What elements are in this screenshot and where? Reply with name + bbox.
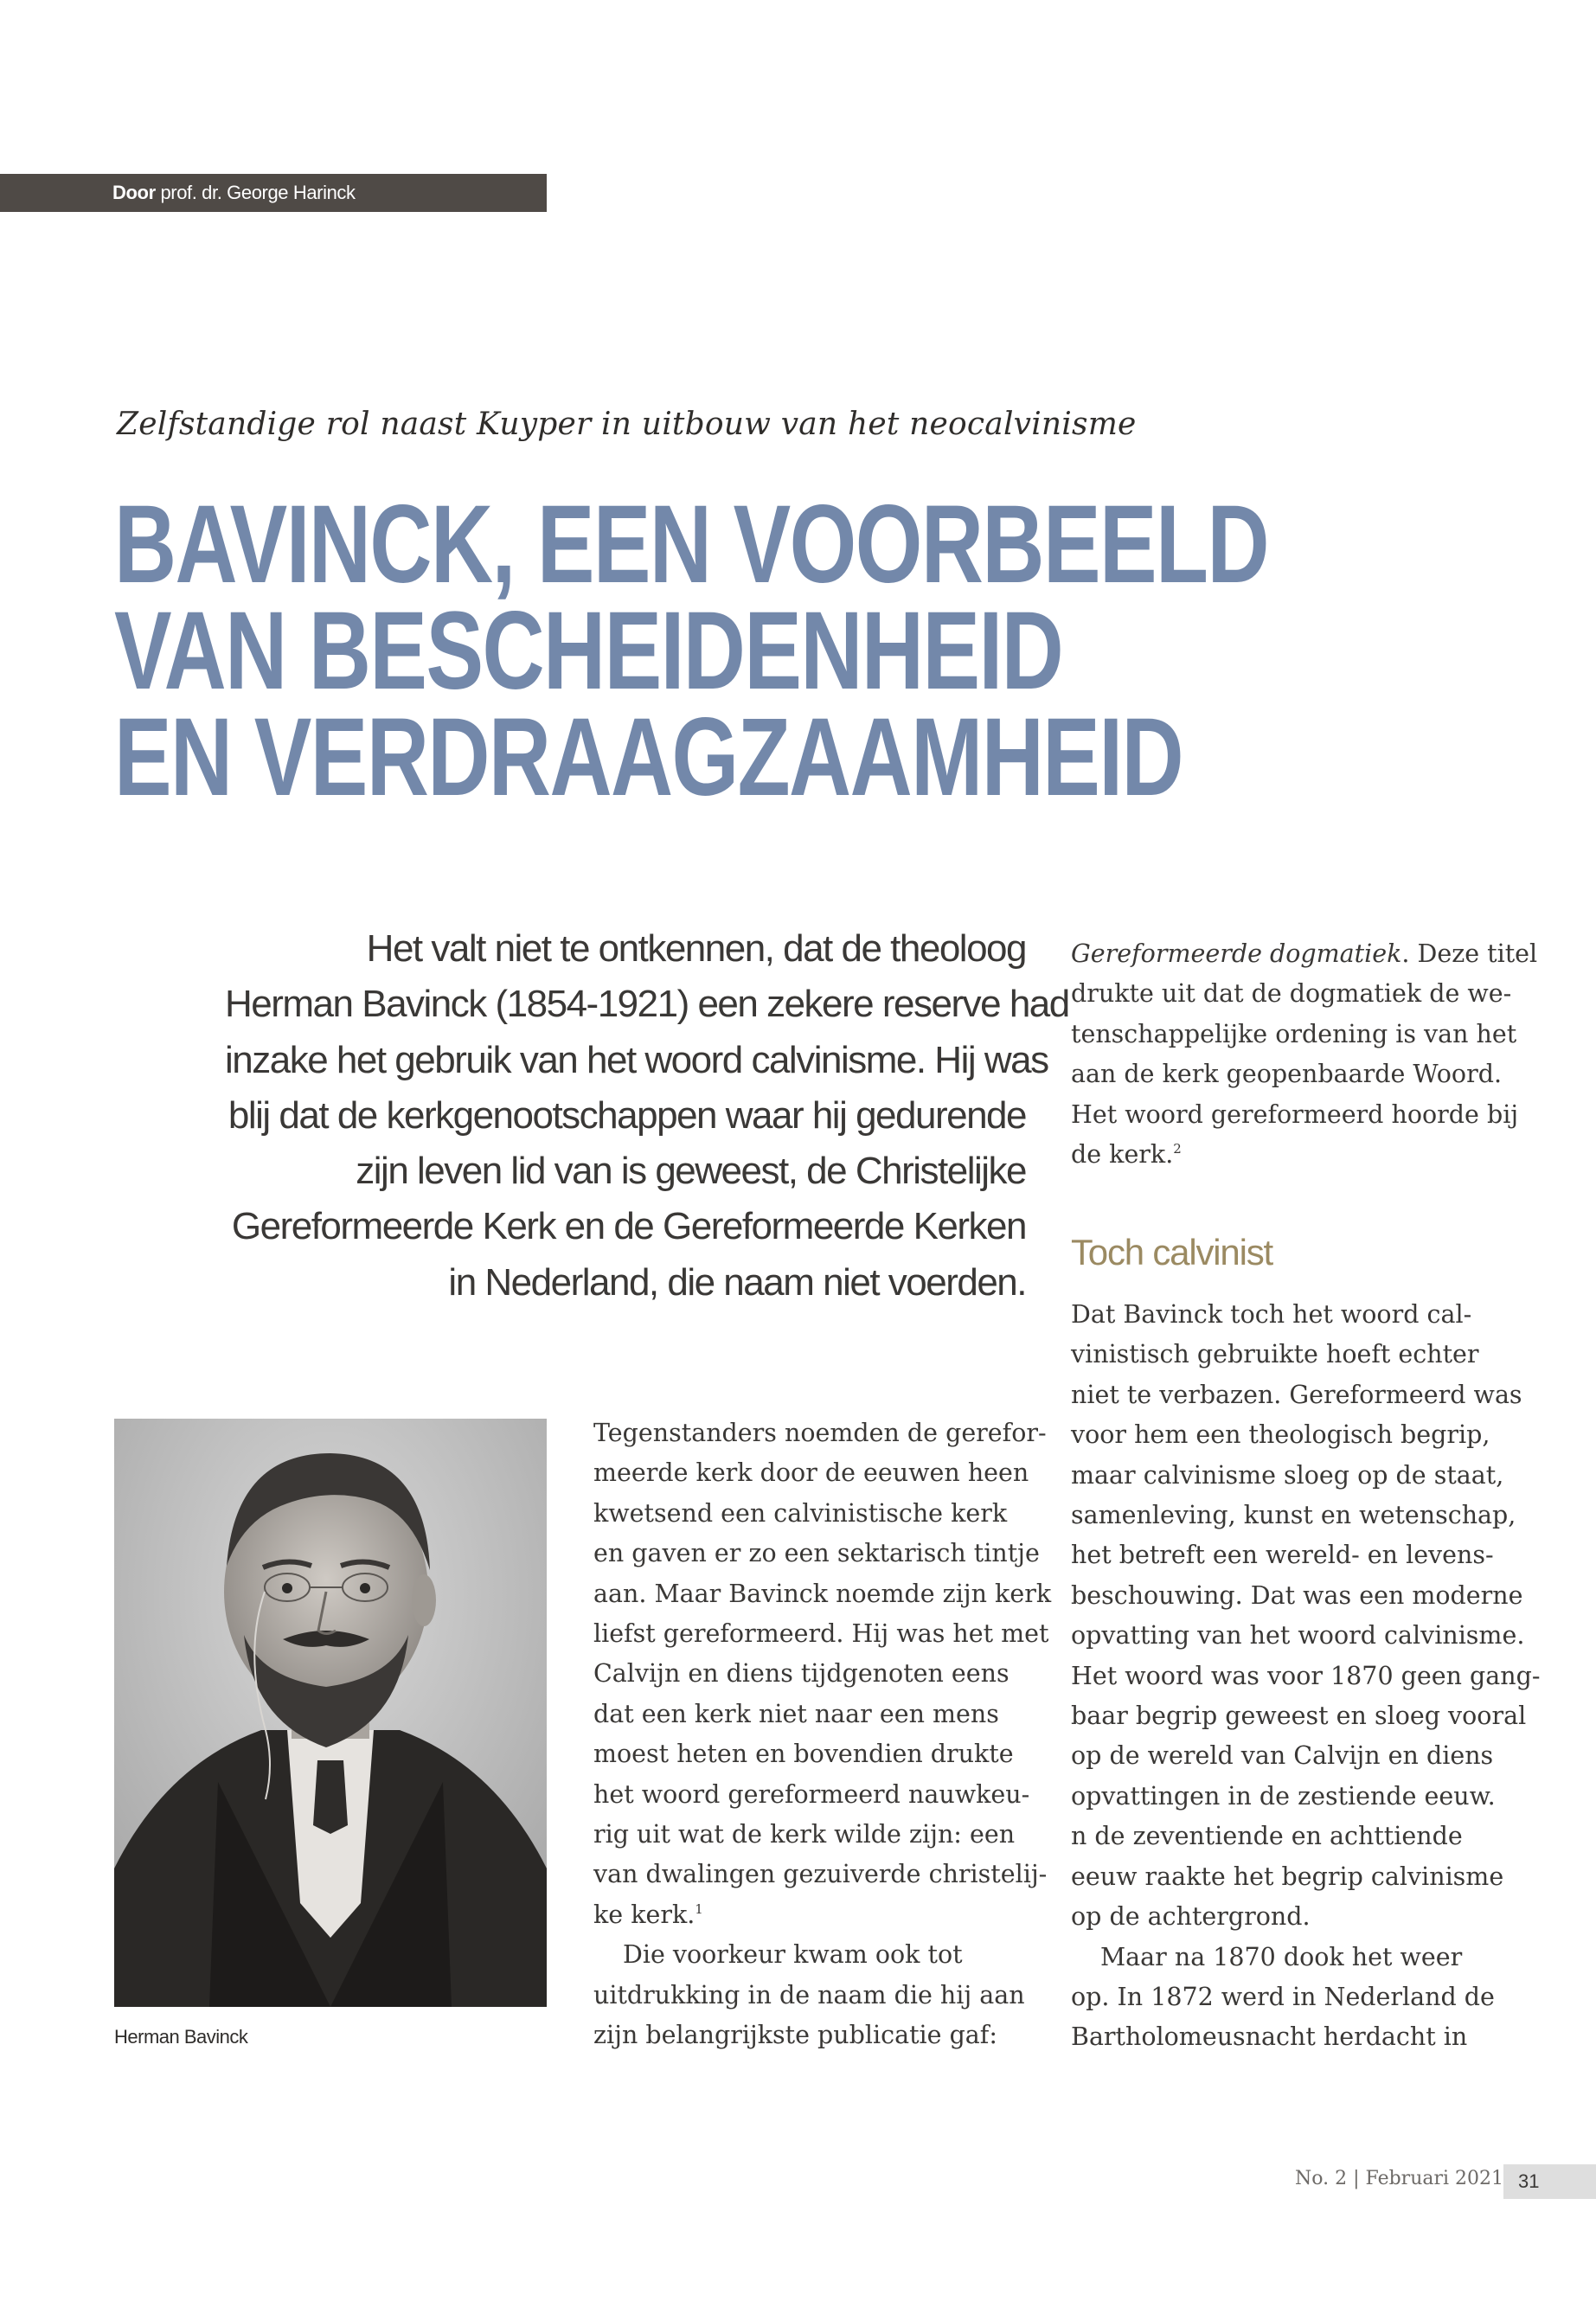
text-line: van dwalingen gezuiverde christelij-	[593, 1860, 1048, 1889]
headline-line-3: EN VERDRAAGZAAMHEID	[114, 695, 1183, 819]
headline-line-1: BAVINCK, EEN VOORBEELD	[114, 483, 1268, 606]
text-line: vinistisch gebruikte hoeft echter	[1071, 1340, 1479, 1369]
lead-line: blij dat de kerkgenootschappen waar hij gedurende	[228, 1093, 1026, 1137]
page-footer	[1295, 2168, 1503, 2189]
text-line: het woord gereformeerd nauwkeu-	[593, 1779, 1030, 1809]
author-byline	[0, 174, 547, 212]
text-line: op. In 1872 werd in Nederland de	[1071, 1982, 1495, 2011]
byline-prefix: Door	[112, 182, 156, 203]
text-line: uitdrukking in de naam die hij aan	[593, 1980, 1025, 2009]
lead-line: in Nederland, die naam niet voerden.	[448, 1260, 1026, 1304]
footnote-marker-2: 2	[1173, 1141, 1182, 1157]
text-fragment: . Deze titel	[1401, 939, 1538, 968]
text-line: Die voorkeur kwam ook tot	[623, 1940, 963, 1970]
text-line-with-footnote	[1071, 1135, 1521, 1175]
footnote-marker-1: 1	[695, 1900, 703, 1917]
lead-line: Gereformeerde Kerk en de Gereformeerde Kerken	[231, 1205, 1026, 1248]
text-line: drukte uit dat de dogmatiek de we-	[1071, 979, 1512, 1009]
text-line: liefst gereformeerd. Hij was het met	[593, 1619, 1049, 1649]
issue-number: No. 2	[1295, 2168, 1348, 2189]
body-column-middle	[593, 1413, 1052, 2056]
lead-paragraph	[225, 921, 1069, 1311]
text-line: moest heten en bovendien drukte	[593, 1740, 1014, 1769]
portrait-photo	[114, 1419, 547, 2007]
text-line: zijn belangrijkste publicatie gaf:	[593, 2021, 997, 2050]
text-line: tenschappelijke ordening is van het	[1071, 1019, 1517, 1048]
body-column-right-top	[1071, 934, 1538, 1175]
article-subtitle: Zelfstandige rol naast Kuyper in uitbouw van het neocalvinisme	[117, 407, 1137, 442]
text-line: eeuw raakte het begrip calvinisme	[1071, 1862, 1504, 1891]
photo-caption: Herman Bavinck	[114, 2026, 248, 2048]
text-line: voor hem een theologisch begrip,	[1071, 1420, 1490, 1450]
issue-date: Februari 2021	[1365, 2168, 1504, 2189]
lead-line: inzake het gebruik van het woord calvinisme. Hij was	[225, 1038, 1048, 1081]
text-line: op de wereld van Calvijn en diens	[1071, 1741, 1494, 1771]
section-heading: Toch calvinist	[1071, 1232, 1272, 1272]
footer-separator: |	[1353, 2168, 1360, 2189]
text-line: Maar na 1870 dook het weer	[1100, 1942, 1463, 1971]
text-line: opvattingen in de zestiende eeuw.	[1071, 1781, 1496, 1811]
text-line: aan. Maar Bavinck noemde zijn kerk	[593, 1579, 1052, 1608]
text-line: baar begrip geweest en sloeg vooral	[1071, 1702, 1527, 1731]
publication-title: Gereformeerde dogmatiek	[1071, 939, 1402, 968]
text-line: niet te verbazen. Gereformeerd was	[1071, 1380, 1522, 1409]
lead-line: Herman Bavinck (1854-1921) een zekere reserve had	[225, 983, 1069, 1026]
body-column-right	[1071, 1295, 1541, 2058]
text-line: het betreft een wereld- en levens-	[1071, 1541, 1494, 1570]
article-headline	[114, 483, 1268, 819]
page-number: 31	[1503, 2164, 1596, 2199]
text-line: dat een kerk niet naar een mens	[593, 1699, 999, 1728]
lead-line: Het valt niet te ontkennen, dat de theoloog	[366, 927, 1026, 970]
text-line-with-footnote	[593, 1895, 1043, 1935]
text-line: en gaven er zo een sektarisch tintje	[593, 1539, 1040, 1568]
text-line: meerde kerk door de eeuwen heen	[593, 1458, 1029, 1488]
text-line: beschouwing. Dat was een moderne	[1071, 1580, 1523, 1610]
headline-line-2: VAN BESCHEIDENHEID	[114, 589, 1063, 713]
text-line-with-title	[1071, 934, 1538, 974]
byline-author: prof. dr. George Harinck	[160, 182, 356, 203]
text-line: maar calvinisme sloeg op de staat,	[1071, 1460, 1504, 1490]
text-line: Het woord gereformeerd hoorde bij	[1071, 1099, 1519, 1129]
text-line: rig uit wat de kerk wilde zijn: een	[593, 1820, 1016, 1849]
text-line: kwetsend een calvinistische kerk	[593, 1498, 1008, 1528]
portrait-illustration	[114, 1419, 547, 2007]
text-line: Bartholomeusnacht herdacht in	[1071, 2022, 1468, 2052]
text-line: samenleving, kunst en wetenschap,	[1071, 1501, 1516, 1530]
text-line: n de zeventiende en achttiende	[1071, 1822, 1463, 1851]
text-line: aan de kerk geopenbaarde Woord.	[1071, 1060, 1503, 1089]
text-line: Het woord was voor 1870 geen gang-	[1071, 1661, 1541, 1690]
text-line: Tegenstanders noemden de gerefor-	[593, 1419, 1047, 1447]
text-line: op de achtergrond.	[1071, 1902, 1311, 1932]
text-fragment: ke kerk.	[593, 1900, 695, 1929]
lead-line: zijn leven lid van is geweest, de Christelijke	[356, 1150, 1026, 1193]
text-line: Calvijn en diens tijdgenoten eens	[593, 1659, 1010, 1689]
text-fragment: de kerk.	[1071, 1140, 1174, 1170]
text-line: opvatting van het woord calvinisme.	[1071, 1621, 1525, 1650]
text-line: Dat Bavinck toch het woord cal-	[1071, 1300, 1472, 1329]
